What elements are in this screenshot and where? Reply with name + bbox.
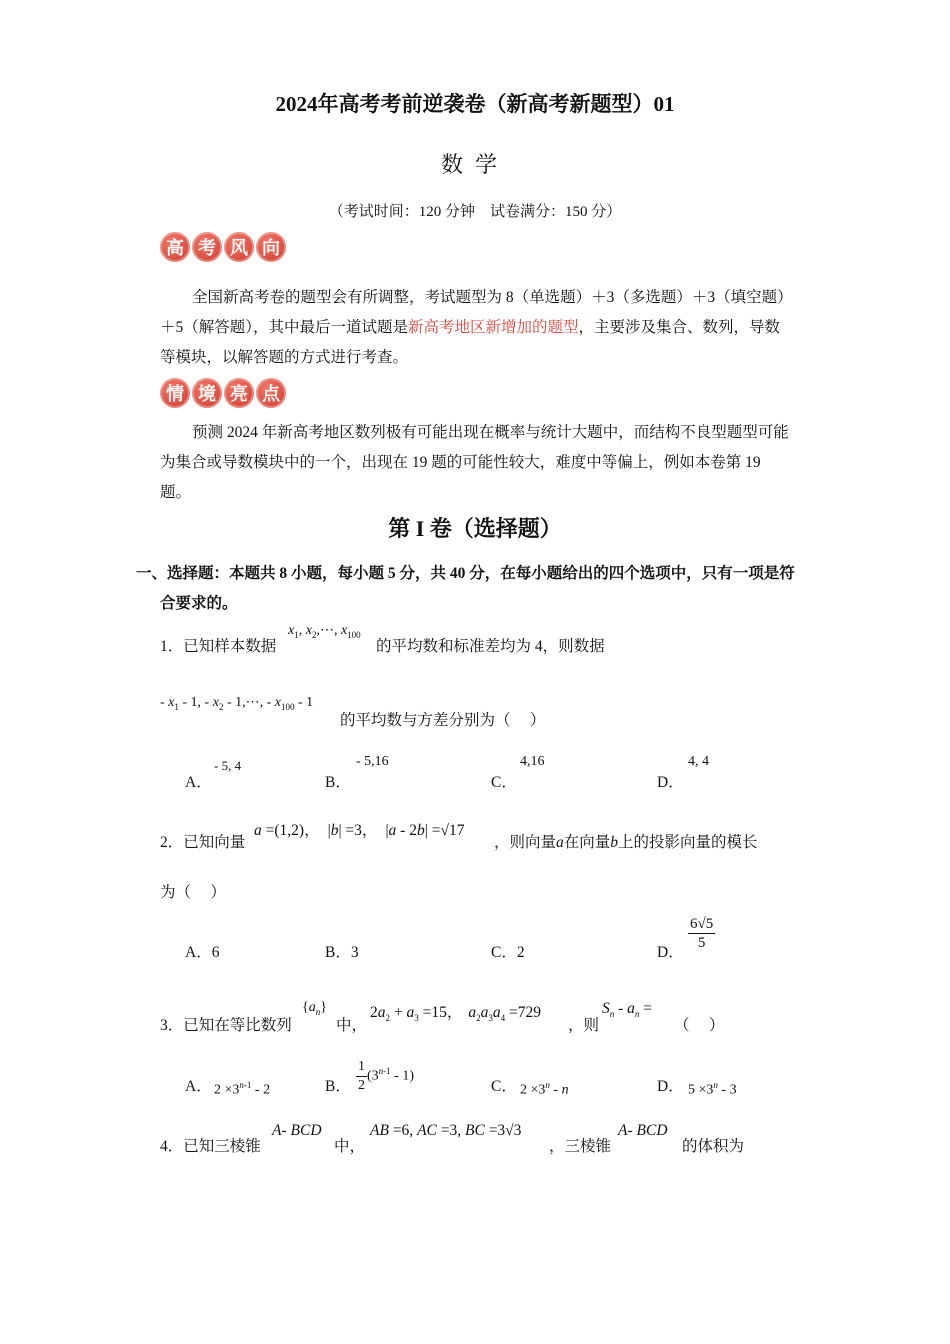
- q1-option-b-value: - 5,16: [356, 754, 389, 769]
- option-label: B．: [325, 774, 351, 791]
- q3-option-c-value: $2 \times 3^n - n$: [520, 1080, 569, 1098]
- q1-sample-formula: $x_1$, $x_2,\cdots$, $x_{100}$: [288, 623, 361, 640]
- intro-paragraph-2: [160, 418, 792, 508]
- q3-sequence-formula: $\{a_n\}$: [302, 1000, 327, 1017]
- q2-option-a[interactable]: A．6: [185, 944, 220, 961]
- q2-option-b[interactable]: B．3: [325, 944, 359, 961]
- q4-solid-name-2: A- BCD: [618, 1122, 668, 1139]
- question-text: 的平均数和标准差均为 4，则数据: [376, 638, 605, 655]
- q2-vector-formula: a =(1,2)， |b| =3， |a - 2b| =√17: [254, 822, 465, 839]
- q2-option-c[interactable]: C．2: [491, 944, 525, 961]
- paper-title: 2024年高考考前逆袭卷（新高考新题型）01: [275, 92, 675, 116]
- q4-solid-name: A- BCD: [272, 1122, 322, 1139]
- question-text: 的平均数与方差分别为（ ）: [340, 712, 546, 729]
- intro-text: 预测 2024 年新高考地区数列极有可能出现在概率与统计大题中，而结构不良型题型可能为集合或导数模块中的一个，出现在 19 题的可能性较大，难度中等偏上，例如本卷第 19 题。: [160, 424, 789, 501]
- question-2-text-a: 2．已知向量: [160, 834, 246, 851]
- badge-char: 亮: [224, 378, 254, 408]
- section-title: 第 I 卷（选择题）: [388, 516, 562, 541]
- q1-option-b[interactable]: [325, 770, 351, 792]
- question-3-text-c: ，则: [568, 1017, 600, 1034]
- question-2-line-2: 为（ ）: [160, 884, 226, 901]
- q3-option-d-value: $5 \times 3^n - 3$: [688, 1080, 737, 1098]
- q3-option-a[interactable]: A．: [185, 1078, 212, 1095]
- option-label: A．: [185, 774, 212, 791]
- question-text: 上的投影向量的模长: [618, 834, 758, 851]
- question-3-text-b: 中，: [336, 1017, 368, 1034]
- badge-char: 情: [160, 378, 190, 408]
- badge-char: 境: [192, 378, 222, 408]
- section-instruction: 一、选择题：本题共 8 小题，每小题 5 分，共 40 分，在每小题给出的四个选项中，只有一项是符合要求的。: [136, 565, 795, 612]
- exam-info: （考试时间：120 分钟 试卷满分：150 分）: [328, 204, 622, 220]
- question-4-text-b: 中，: [334, 1138, 366, 1155]
- badge-char: 点: [256, 378, 286, 408]
- question-4-text-a: 4．已知三棱锥: [160, 1138, 261, 1155]
- intro-text: ，主要涉及集合、数列，导数等模块，以解答题的方式进行考查。: [160, 319, 781, 366]
- question-1-line-2: [340, 708, 545, 730]
- badge-context-highlight: [160, 378, 286, 408]
- question-text: 1．已知样本数据: [160, 638, 277, 655]
- highlight-text: 新高考地区新增加的题型: [408, 319, 579, 336]
- option-label: C．: [491, 774, 517, 791]
- q1-option-d-value: 4, 4: [688, 754, 709, 769]
- q1-option-a-value: - 5, 4: [214, 758, 242, 773]
- q1-option-a[interactable]: [185, 770, 212, 792]
- q1-option-d[interactable]: [657, 770, 684, 792]
- q4-edge-lengths: AB =6, AC =3, BC =3√3: [370, 1122, 522, 1139]
- badge-char: 考: [192, 232, 222, 262]
- fraction-denominator: 5: [697, 935, 706, 951]
- question-3-text-a: 3．已知在等比数列: [160, 1017, 292, 1034]
- intro-paragraph-1: [160, 283, 792, 373]
- q3-option-b[interactable]: B．: [325, 1078, 351, 1095]
- question-1-line-1: [160, 634, 276, 656]
- subject-heading: 数学: [440, 152, 509, 177]
- q3-option-c[interactable]: C．: [491, 1078, 517, 1095]
- badge-char: 风: [224, 232, 254, 262]
- q3-target-formula: $S_n - a_n$ =: [602, 1000, 653, 1020]
- badge-char: 高: [160, 232, 190, 262]
- question-text: ，则向量: [494, 834, 557, 851]
- q2-option-d-value: [688, 915, 715, 952]
- q1-option-c-value: 4,16: [520, 754, 545, 769]
- badge-char: 向: [256, 232, 286, 262]
- badge-exam-direction: [160, 232, 286, 262]
- fraction-numerator: 6√5: [690, 916, 714, 932]
- q3-option-b-value: $\frac{1}{2}$ (3$^{n-1}$ - 1): [358, 1059, 414, 1093]
- question-4-text-c: ，三棱锥: [549, 1138, 612, 1155]
- q1-option-c[interactable]: [491, 770, 517, 792]
- q2-option-d[interactable]: D．: [657, 944, 684, 961]
- question-4-text-d: 的体积为: [682, 1138, 745, 1155]
- intro-text: 全国新高考卷的题型会有所调整，考试题型为 8（单选题）＋3（多选题）＋3（填空题）＋5（解答题），其中最后一道试题是: [160, 289, 785, 336]
- question-2-text-b: ，则向量a在向量b上的投影向量的模长: [494, 834, 758, 851]
- q3-conditions: $2a_2 + a_3 =15$， $a_2a_3a_4 =729$: [370, 1004, 541, 1024]
- question-1-line-1b: [376, 634, 605, 656]
- q3-option-a-value: $2 \times 3^{n-1} - 2$: [214, 1080, 271, 1098]
- q3-option-d[interactable]: D．: [657, 1078, 684, 1095]
- question-text: 在向量: [563, 834, 611, 851]
- option-label: D．: [657, 774, 684, 791]
- question-3-text-d: （ ）: [674, 1017, 725, 1034]
- q1-transformed-formula: - $x_1 - 1$, - $x_2$ - 1,⋯, - $x_{100} - 1$: [160, 695, 314, 712]
